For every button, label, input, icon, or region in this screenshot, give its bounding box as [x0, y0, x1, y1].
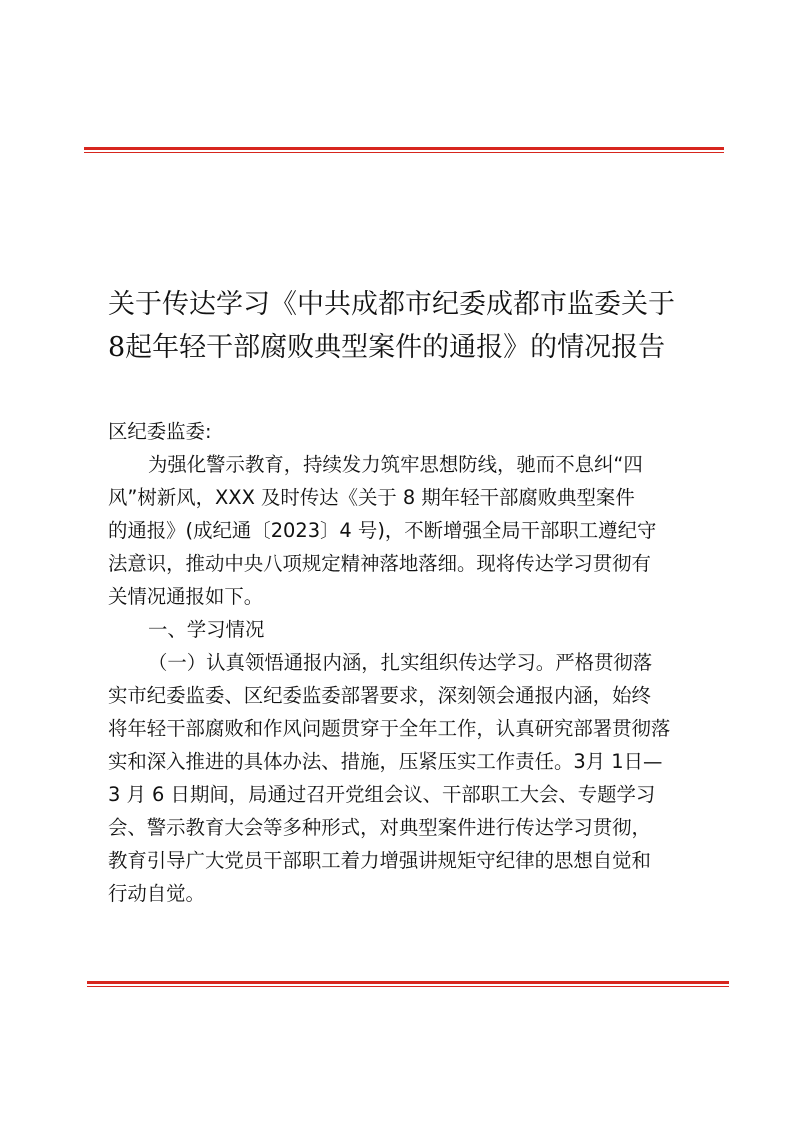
paragraph-2-subheading: （一）认真领悟通报内涵，扎实组织传达学习。 — [148, 651, 556, 674]
paragraph-2-line-7: 教育引导广大党员干部职工着力增强讲规矩守纪律的思想自觉和 — [108, 849, 651, 872]
title-line-2: 8起年轻干部腐败典型案件的通报》的情况报告 — [108, 332, 666, 363]
paragraph-2-line-6: 会、警示教育大会等多种形式，对典型案件进行传达学习贯彻， — [108, 816, 651, 839]
paragraph-1-line-2: 风”树新风，XXX 及时传达《关于 8 期年轻干部腐败典型案件 — [108, 486, 635, 509]
paragraph-1-line-4: 法意识，推动中央八项规定精神落地落细。现将传达学习贯彻有 — [108, 552, 651, 575]
footer-red-rule — [87, 981, 729, 987]
paragraph-1-line-1: 为强化警示教育，持续发力筑牢思想防线，驰而不息纠“四 — [148, 453, 643, 476]
paragraph-2-line-1 — [108, 646, 713, 679]
paragraph-2-first-line-rest: 严格贯彻落 — [555, 651, 653, 674]
header-red-rule — [84, 147, 724, 153]
recipient-line: 区纪委监委: — [108, 420, 212, 443]
section-heading: 一、学习情况 — [148, 618, 265, 641]
document-title — [108, 283, 708, 369]
paragraph-2-line-3: 将年轻干部腐败和作风问题贯穿于全年工作，认真研究部署贯彻落 — [108, 717, 671, 740]
paragraph-2-line-4: 实和深入推进的具体办法、措施，压紧压实工作责任。3月 1日— — [108, 750, 663, 773]
paragraph-2-line-5: 3 月 6 日期间，局通过召开党组会议、干部职工大会、专题学习 — [108, 783, 656, 806]
paragraph-2-line-2: 实市纪委监委、区纪委监委部署要求，深刻领会通报内涵，始终 — [108, 684, 651, 707]
paragraph-2-line-8: 行动自觉。 — [108, 882, 205, 905]
document-body — [108, 415, 713, 910]
paragraph-1-line-3: 的通报》(成纪通〔2023〕4 号)，不断增强全局干部职工遵纪守 — [108, 519, 657, 542]
paragraph-1-line-5: 关情况通报如下。 — [108, 585, 264, 608]
title-line-1: 关于传达学习《中共成都市纪委成都市监委关于 — [108, 289, 675, 320]
